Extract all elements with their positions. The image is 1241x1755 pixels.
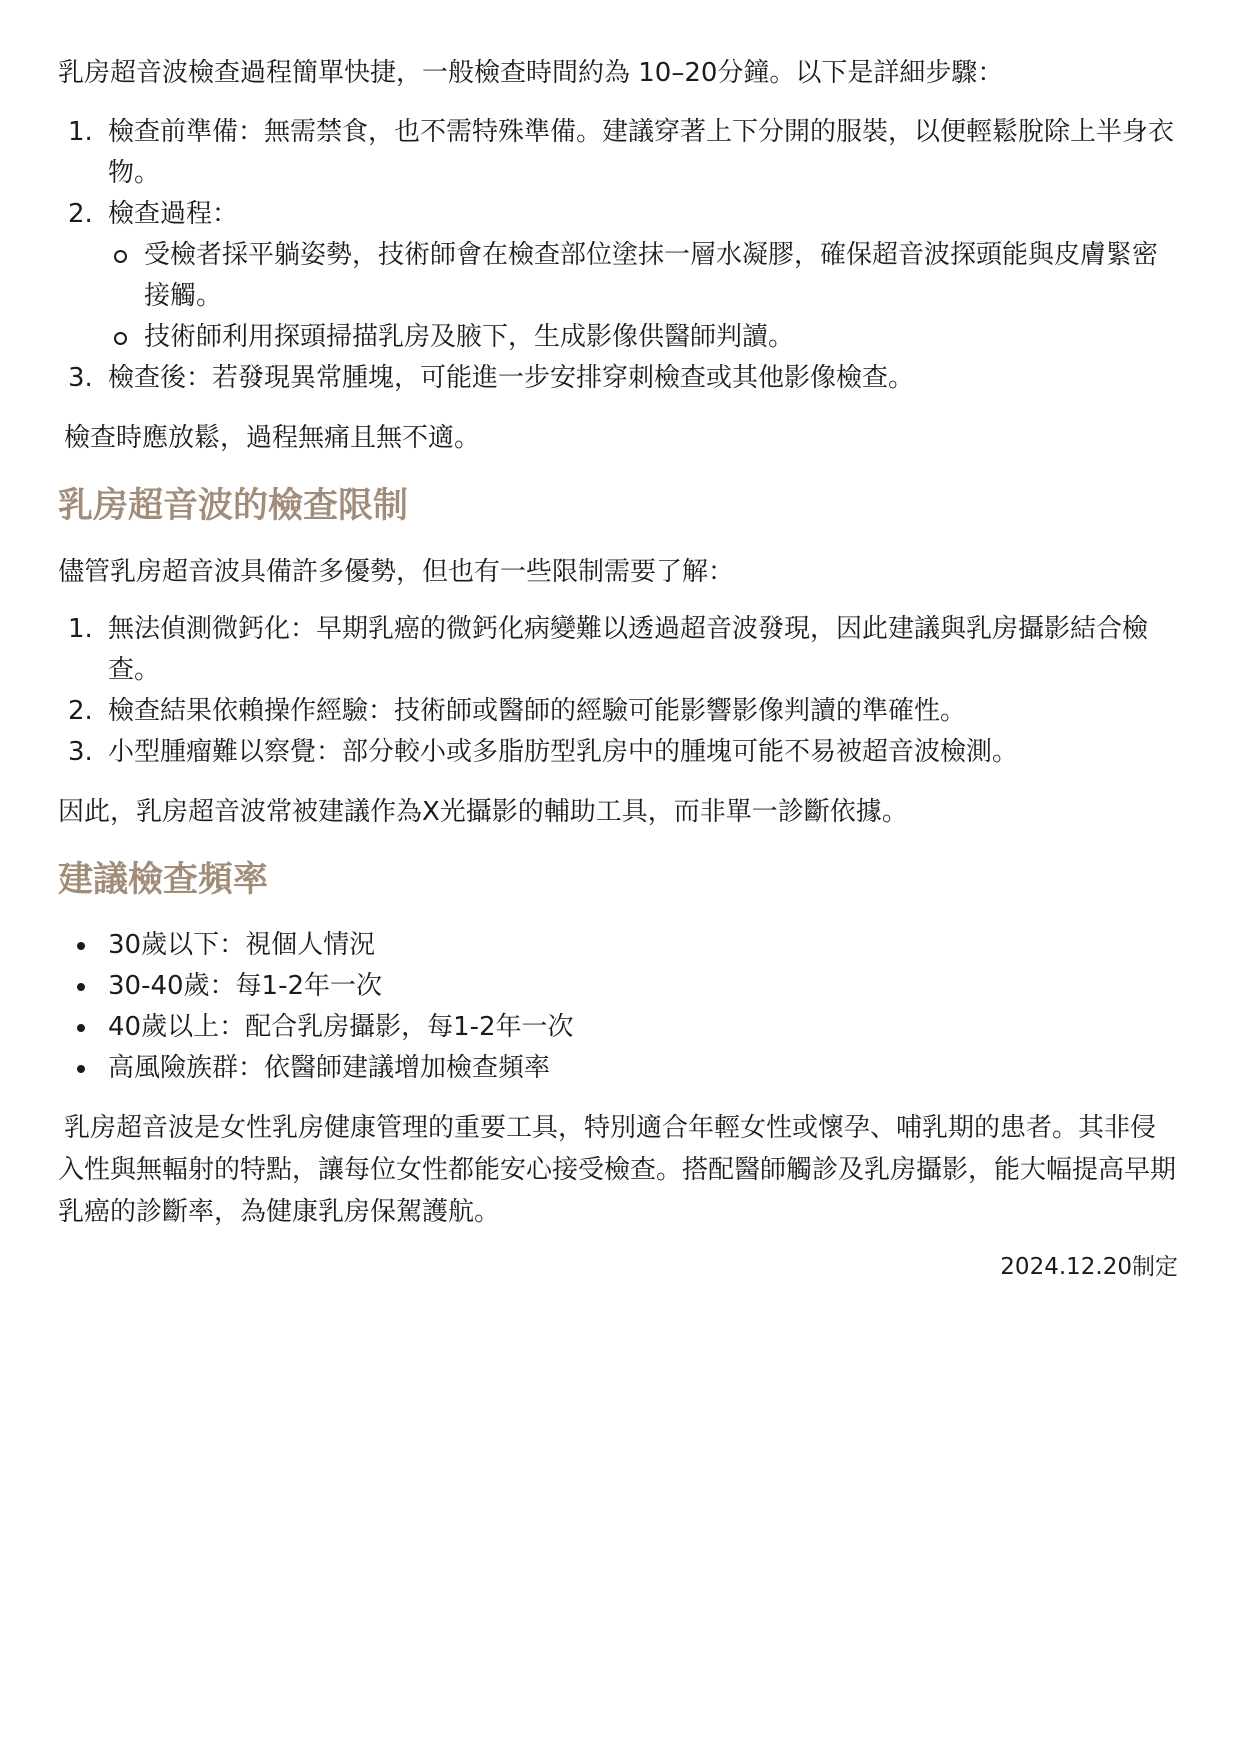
intro-paragraph: 乳房超音波檢查過程簡單快捷，一般檢查時間約為 10–20分鐘。以下是詳細步驟： — [58, 58, 1004, 88]
step-number: 1. — [68, 117, 93, 147]
exam-step-1 — [58, 112, 1178, 194]
frequency-item — [58, 925, 1178, 966]
frequency-heading: 建議檢查頻率 — [58, 860, 269, 900]
limit-item-2 — [58, 691, 1178, 732]
exam-steps-list — [58, 112, 1178, 399]
exam-step-2 — [58, 194, 1178, 358]
limits-intro: 儘管乳房超音波具備許多優勢，但也有一些限制需要了解： — [58, 557, 735, 587]
frequency-item — [58, 1007, 1178, 1048]
frequency-text: 30歲以下：視個人情況 — [108, 930, 376, 960]
frequency-item — [58, 1048, 1178, 1089]
limit-text: 小型腫瘤難以察覺：部分較小或多脂肪型乳房中的腫塊可能不易被超音波檢測。 — [108, 737, 1019, 767]
limits-list — [58, 609, 1178, 773]
step-text: 檢查前準備：無需禁食，也不需特殊準備。建議穿著上下分開的服裝，以便輕鬆脫除上半身衣物。 — [108, 117, 1175, 188]
substep-text: 受檢者採平躺姿勢，技術師會在檢查部位塗抹一層水凝膠，確保超音波探頭能與皮膚緊密接觸。 — [144, 240, 1159, 311]
limit-item-1 — [58, 609, 1178, 691]
summary-paragraph: 乳房超音波是女性乳房健康管理的重要工具，特別適合年輕女性或懷孕、哺乳期的患者。其非侵入性與無輻射的特點，讓每位女性都能安心接受檢查。搭配醫師觸診及乳房攝影，能大幅提高早期乳癌的診斷率，為健康乳房保駕護航。 — [58, 1113, 1177, 1227]
limit-item-3 — [58, 732, 1178, 773]
hollow-bullet-icon — [114, 332, 127, 345]
limit-number: 3. — [68, 737, 93, 767]
document-date: 2024.12.20制定 — [1000, 1254, 1178, 1280]
bullet-icon — [77, 983, 85, 991]
step-number: 3. — [68, 363, 93, 393]
bullet-icon — [77, 942, 85, 950]
hollow-bullet-icon — [114, 250, 127, 263]
exam-step-3 — [58, 358, 1178, 399]
step-text: 檢查後：若發現異常腫塊，可能進一步安排穿刺檢查或其他影像檢查。 — [108, 363, 915, 393]
bullet-icon — [77, 1024, 85, 1032]
limit-text: 無法偵測微鈣化：早期乳癌的微鈣化病變難以透過超音波發現，因此建議與乳房攝影結合檢查。 — [108, 614, 1149, 685]
limits-conclusion: 因此，乳房超音波常被建議作為X光攝影的輔助工具，而非單一診斷依據。 — [58, 797, 908, 827]
exam-substep-2 — [108, 317, 1178, 358]
frequency-text: 30-40歲：每1-2年一次 — [108, 971, 383, 1001]
step-number: 2. — [68, 199, 93, 229]
exam-substeps-list — [108, 235, 1178, 358]
bullet-icon — [77, 1065, 85, 1073]
step-text: 檢查過程： — [108, 199, 239, 229]
limit-number: 1. — [68, 614, 93, 644]
limits-heading: 乳房超音波的檢查限制 — [58, 486, 409, 526]
exam-substep-1 — [108, 235, 1178, 317]
frequency-text: 高風險族群：依醫師建議增加檢查頻率 — [108, 1053, 551, 1083]
frequency-list — [58, 925, 1178, 1089]
limit-number: 2. — [68, 696, 93, 726]
frequency-item — [58, 966, 1178, 1007]
limit-text: 檢查結果依賴操作經驗：技術師或醫師的經驗可能影響影像判讀的準確性。 — [108, 696, 967, 726]
frequency-text: 40歲以上：配合乳房攝影，每1-2年一次 — [108, 1012, 574, 1042]
relax-note: 檢查時應放鬆，過程無痛且無不適。 — [64, 423, 481, 453]
substep-text: 技術師利用探頭掃描乳房及腋下，生成影像供醫師判讀。 — [144, 322, 795, 352]
document-page — [58, 52, 1178, 1285]
